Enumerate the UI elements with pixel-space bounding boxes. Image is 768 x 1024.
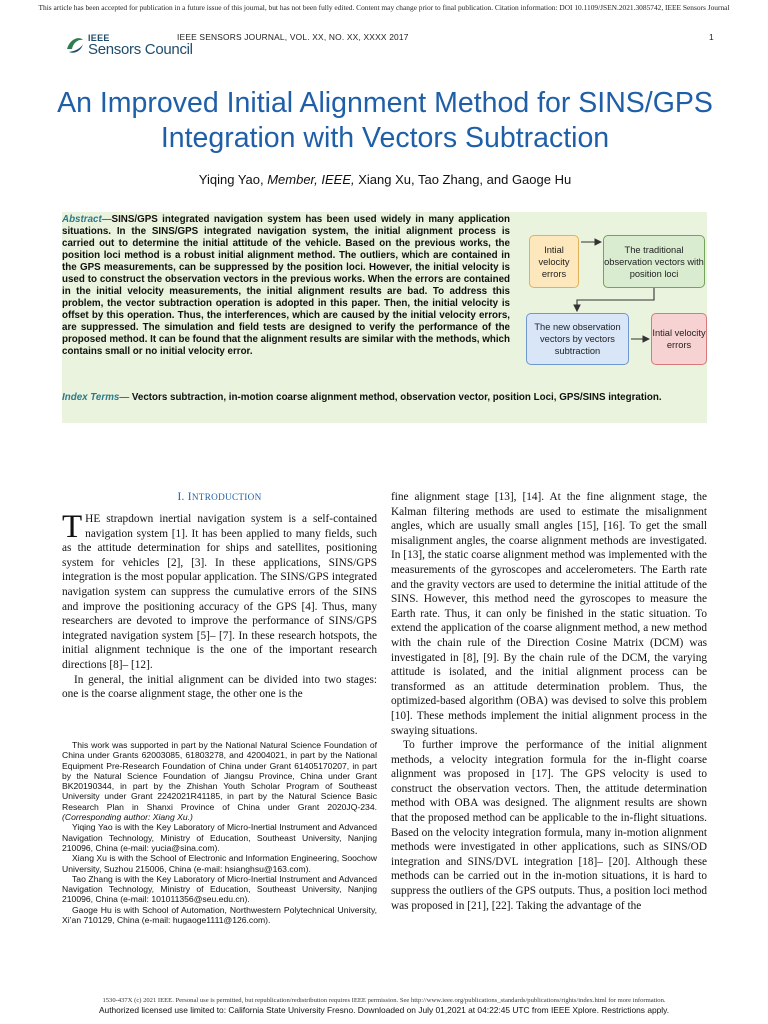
arrow-down-left [577,288,654,311]
index-terms-label: Index Terms— [62,392,130,403]
box-new-observation-vectors: The new observation vectors by vectors subtraction [526,313,629,365]
acceptance-notice: This article has been accepted for publication in a future issue of this journal, but has not been fully edited. Content may change prior to final publication. Citation information: DOI 10.1109/JSEN.2021.3085742, IEEE Sensors Journal [38,3,730,12]
right-column [391,490,707,913]
author-first-membership: Member, IEEE, [267,172,355,187]
copyright-notice: 1530-437X (c) 2021 IEEE. Personal use is permitted, but republication/redistribution requires IEEE permission. See http://www.ieee.org/publications_standards/publications/rights/index.html for more information. [102,997,666,1004]
section-heading-introduction [62,491,377,503]
author-list [40,172,730,187]
abstract [62,214,510,358]
footnote-author-4: Gaoge Hu is with School of Automation, Northwestern Polytechnical University, Xi’an 710129, China (e-mail: hugaoge1111@126.com). [62,904,377,926]
box-initial-velocity-errors-suppressed: Intial velocity errors [651,313,707,365]
footnote-funding-text: This work was supported in part by the National Natural Science Foundation of China under Grants 62003085, 61803278, and 42004021, in part by the National Equipment Pre-Research Foundation of China under Grant 61405170207, in part by the Natural Science Foundation of Jiangsu Province, China under Grant BK20190344, in part by the Zhishan Youth Scholar Program of Southeast University under Grant 2242021R41185, in part by the Natural Science Basic Research Plan in Shanxi Province of China under Grant 2020JQ-234. [62,740,377,812]
section-title-initial: I [187,491,192,503]
graphical-abstract-diagram [525,228,710,376]
logo-ieee-text: IEEE [88,33,110,43]
drop-cap: T [62,509,83,545]
intro-paragraph-2: In general, the initial alignment can be divided into two stages: one is the coarse alignment stage, the other one is the [62,673,377,701]
footnote-corresponding: (Corresponding author: Xiang Xu.) [62,812,193,823]
logo-council-text: Sensors Council [88,41,193,58]
box-initial-velocity-errors: Intial velocity errors [529,235,579,288]
author-others: Xiang Xu, Tao Zhang, and Gaoge Hu [354,172,572,187]
paper-title: An Improved Initial Alignment Method for SINS/GPS Integration with Vectors Subtraction [57,87,713,154]
box-traditional-observation-vectors: The traditional observation vectors with position loci [603,235,705,288]
intro-paragraph-1-text: HE strapdown inertial navigation system is a self-contained navigation system [1]. It has been applied to many fields, such as the attitude determination for ships and satellites, positioning system for vehicles [2], [3]. In these applications, SINS/GPS integration is the most popular application. The SINS/GPS integrated navigation system can suppress the cumulative errors of the SINS and improve the positioning accuracy of the GPS [4]. Thus, many researchers are devoted to improve the performance of SINS/GPS integrated navigation system [5]– [7]. In these research hotspots, the initial alignment technique is the one of the important research directions [8]– [12]. [62,513,377,671]
author-first: Yiqing Yao, [198,172,268,187]
footnote-funding [62,740,377,822]
intro-paragraph-1 [62,509,377,673]
footnote-author-3: Tao Zhang is with the Key Laboratory of Micro-Inertial Instrument and Advanced Navigation Technology, Ministry of Education, Southeast University, Nanjing 210096, China (e-mail: 101011356@seu.edu.cn). [62,873,377,905]
index-terms [62,391,707,404]
license-notice: Authorized licensed use limited to: California State University Fresno. Downloaded on July 01,2021 at 04:22:45 UTC from IEEE Xplore. Restrictions apply. [98,1005,670,1015]
index-terms-text: Vectors subtraction, in-motion coarse alignment method, observation vector, position Loci, GPS/SINS integration. [129,392,662,403]
section-title-rest: NTRODUCTION [191,492,262,502]
footnote-author-2: Xiang Xu is with the School of Electronic and Information Engineering, Soochow University, Suzhou 215006, China (e-mail: hsianghsu@163.com). [62,853,377,874]
footnotes [62,740,377,925]
section-number: I. [177,491,188,503]
logo-emblem-icon [64,34,86,56]
footnote-author-1: Yiqing Yao is with the Key Laboratory of Micro-Inertial Instrument and Advanced Navigation Technology, Ministry of Education, Southeast University, Nanjing 210096, China (e-mail: yucia@sina.com). [62,822,377,853]
journal-header: IEEE SENSORS JOURNAL, VOL. XX, NO. XX, XXXX 2017 [177,32,409,42]
left-column [62,509,377,702]
page-number: 1 [709,32,714,42]
right-paragraph-2: To further improve the performance of the initial alignment methods, a velocity integration formula for the in-flight coarse alignment was proposed in [17]. The GPS velocity is used to construct the observation vectors. Then, the attitude determination method with OBA was designed. The alignment results are shown that the proposed method can be applicable to the in-flight situations. Based on the velocity integration formula, many in-motion alignment methods were investigated in other applications, such as SINS/OD integration and SINS/DVL integration [18]– [20]. Although these methods can be carried out in the in-motion situations, it is hard to suppress the outliers of the GPS outputs. Thus, a position loci method was proposed in [21], [22]. Taking the advantage of the [391,739,707,912]
abstract-label: Abstract— [62,214,112,225]
abstract-text: SINS/GPS integrated navigation system has been used widely in many application situations. In the SINS/GPS integrated navigation system, the initial alignment process is carried out to determine the initial attitude of the vehicle. Based on the previous works, the position loci method is a robust initial alignment method. The outliers, which are contained in the GPS measurements, can be suppressed by the position loci. However, the initial velocity is used to construct the observation vectors in the previous works. When the errors are contained in the initial velocity measurements, the initial alignment results are bad. To address this problem, the vector subtraction operation is adopted in this paper. Then, the initial velocity is offset by this operation. Thus, the interferences, which are caused by the initial velocity errors, are suppressed. The simulation and field tests are designed to verify the performance of the proposed method. It can be found that the alignment results are similar with the methods, which contains small or no initial velocity error. [62,214,510,357]
right-paragraph-1: fine alignment stage [13], [14]. At the fine alignment stage, the Kalman filtering methods are used to estimate the misalignment angles, which are usually small angles [15], [16]. To get the small misalignment angles, the coarse alignment methods are investigated. In [13], the static coarse alignment method was implemented with the measurements of the gyroscopes and accelerometers. The Earth rate and the gravity vectors are used to determine the initial attitude of the SINS. However, this method need the gyroscopes to measure the Earth rate. Thus, it can only be finished in the static situation. To extend the application of the coarse alignment method, a new method with the chain rule of the Direction Cosine Matrix (DCM) was investigated in [8], [9]. By the chain rule of the DCM, the varying attitude is isolated, and the initial alignment process can be transformed as an attitude determination problem. Thus, the optimized-based algorithm (OBA) was devised to solve this problem [10]. These methods implement the initial alignment process in the swaying situations. [391,491,707,737]
